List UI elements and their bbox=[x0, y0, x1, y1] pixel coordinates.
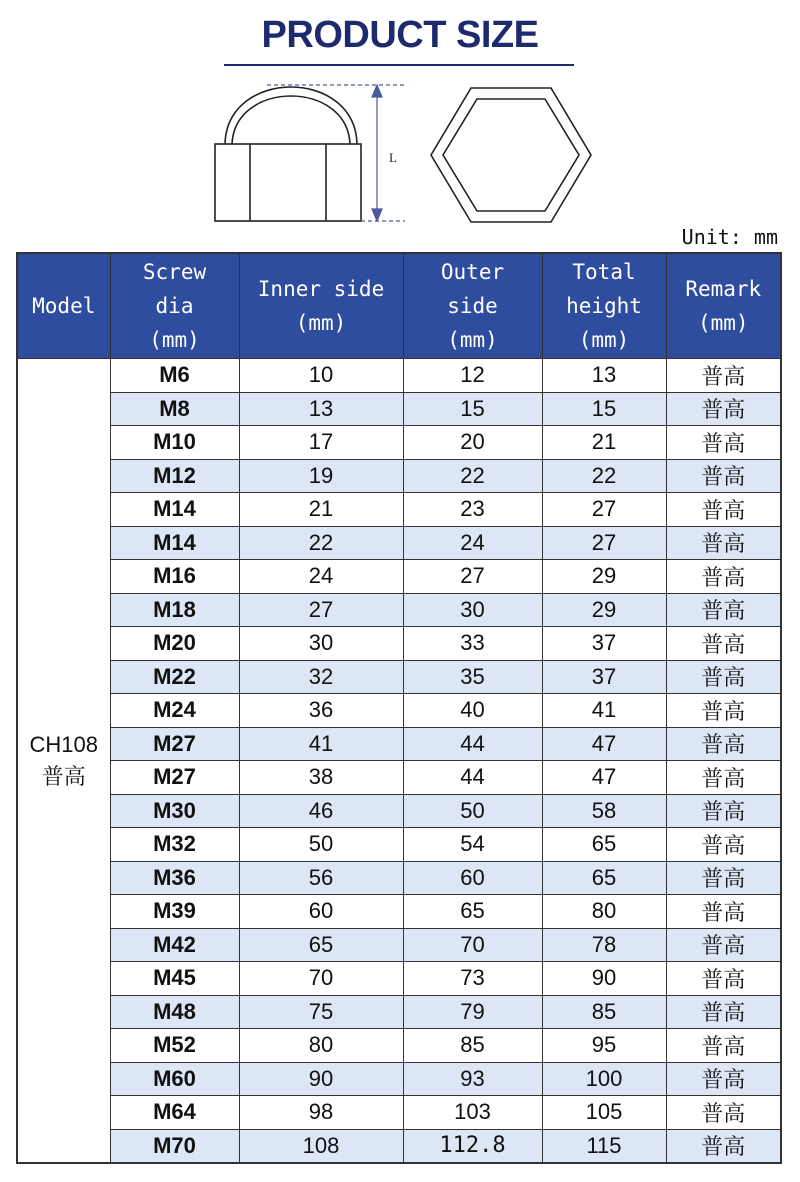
header-line: (mm) bbox=[697, 311, 749, 335]
dimension-label: L bbox=[389, 150, 397, 165]
cell-screw-dia: M39 bbox=[110, 895, 239, 929]
cell-total-height: 29 bbox=[542, 593, 666, 627]
cell-inner-side: 36 bbox=[239, 694, 403, 728]
table-row bbox=[17, 1062, 781, 1096]
cell-remark: 普高 bbox=[666, 694, 781, 728]
cell-inner-side: 10 bbox=[239, 359, 403, 393]
cell-screw-dia: M22 bbox=[110, 660, 239, 694]
header-outer-side bbox=[403, 253, 542, 359]
cell-outer-side: 27 bbox=[403, 560, 542, 594]
cell-inner-side: 70 bbox=[239, 962, 403, 996]
header-line: height bbox=[566, 294, 642, 318]
table-row bbox=[17, 392, 781, 426]
product-size-table bbox=[16, 252, 782, 1164]
table-row bbox=[17, 861, 781, 895]
cell-total-height: 47 bbox=[542, 761, 666, 795]
header-line: dia bbox=[155, 294, 194, 318]
cell-outer-side: 103 bbox=[403, 1096, 542, 1130]
cell-outer-side: 112.8 bbox=[403, 1129, 542, 1163]
cell-inner-side: 50 bbox=[239, 828, 403, 862]
cell-remark: 普高 bbox=[666, 359, 781, 393]
cell-total-height: 105 bbox=[542, 1096, 666, 1130]
header-line: Model bbox=[32, 294, 96, 318]
cell-inner-side: 17 bbox=[239, 426, 403, 460]
table-row bbox=[17, 794, 781, 828]
cell-screw-dia: M45 bbox=[110, 962, 239, 996]
cell-remark: 普高 bbox=[666, 493, 781, 527]
header-line: (mm) bbox=[578, 328, 630, 352]
cell-inner-side: 22 bbox=[239, 526, 403, 560]
cap-side-view bbox=[215, 87, 361, 221]
cell-outer-side: 22 bbox=[403, 459, 542, 493]
cell-remark: 普高 bbox=[666, 794, 781, 828]
cell-remark: 普高 bbox=[666, 526, 781, 560]
header-line: Remark bbox=[685, 277, 762, 301]
cell-outer-side: 40 bbox=[403, 694, 542, 728]
header-line: (mm) bbox=[447, 328, 498, 352]
cell-total-height: 22 bbox=[542, 459, 666, 493]
page-title: PRODUCT SIZE bbox=[261, 14, 539, 56]
table-row bbox=[17, 560, 781, 594]
cell-total-height: 27 bbox=[542, 526, 666, 560]
header-screw-dia bbox=[110, 253, 239, 359]
table-row bbox=[17, 828, 781, 862]
model-line: 普高 bbox=[41, 763, 86, 789]
cell-screw-dia: M30 bbox=[110, 794, 239, 828]
header-line: Screw bbox=[142, 260, 207, 284]
cell-remark: 普高 bbox=[666, 1062, 781, 1096]
cell-inner-side: 56 bbox=[239, 861, 403, 895]
cell-remark: 普高 bbox=[666, 995, 781, 1029]
cell-screw-dia: M70 bbox=[110, 1129, 239, 1163]
cell-outer-side: 20 bbox=[403, 426, 542, 460]
cell-outer-side: 24 bbox=[403, 526, 542, 560]
table-row bbox=[17, 526, 781, 560]
cell-total-height: 115 bbox=[542, 1129, 666, 1163]
cell-remark: 普高 bbox=[666, 895, 781, 929]
cell-outer-side: 30 bbox=[403, 593, 542, 627]
cell-screw-dia: M36 bbox=[110, 861, 239, 895]
unit-label: Unit: mm bbox=[681, 225, 778, 249]
cell-screw-dia: M6 bbox=[110, 359, 239, 393]
cell-remark: 普高 bbox=[666, 660, 781, 694]
cell-outer-side: 70 bbox=[403, 928, 542, 962]
table-row bbox=[17, 995, 781, 1029]
header-line: Outer bbox=[440, 260, 505, 284]
cell-total-height: 21 bbox=[542, 426, 666, 460]
table-row bbox=[17, 928, 781, 962]
cell-screw-dia: M42 bbox=[110, 928, 239, 962]
cell-inner-side: 30 bbox=[239, 627, 403, 661]
cell-total-height: 13 bbox=[542, 359, 666, 393]
cell-outer-side: 79 bbox=[403, 995, 542, 1029]
cap-dome-inner bbox=[232, 96, 350, 144]
cell-inner-side: 21 bbox=[239, 493, 403, 527]
header-total-height bbox=[542, 253, 666, 359]
cell-remark: 普高 bbox=[666, 593, 781, 627]
cell-total-height: 80 bbox=[542, 895, 666, 929]
cell-outer-side: 54 bbox=[403, 828, 542, 862]
cell-inner-side: 75 bbox=[239, 995, 403, 1029]
title-underline bbox=[224, 64, 574, 66]
cell-inner-side: 108 bbox=[239, 1129, 403, 1163]
cell-inner-side: 19 bbox=[239, 459, 403, 493]
cell-inner-side: 98 bbox=[239, 1096, 403, 1130]
cell-inner-side: 65 bbox=[239, 928, 403, 962]
cell-total-height: 37 bbox=[542, 627, 666, 661]
table-row bbox=[17, 1096, 781, 1130]
cell-inner-side: 13 bbox=[239, 392, 403, 426]
dimension-marker bbox=[267, 85, 405, 221]
cell-total-height: 65 bbox=[542, 828, 666, 862]
hex-outer bbox=[431, 88, 591, 222]
cell-total-height: 100 bbox=[542, 1062, 666, 1096]
cell-remark: 普高 bbox=[666, 1096, 781, 1130]
table-row bbox=[17, 493, 781, 527]
header-line: side bbox=[447, 294, 498, 318]
cell-total-height: 58 bbox=[542, 794, 666, 828]
cell-screw-dia: M60 bbox=[110, 1062, 239, 1096]
cell-total-height: 85 bbox=[542, 995, 666, 1029]
dimension-arrow-top bbox=[372, 85, 382, 97]
cell-inner-side: 24 bbox=[239, 560, 403, 594]
table-row bbox=[17, 660, 781, 694]
cell-screw-dia: M27 bbox=[110, 761, 239, 795]
cell-total-height: 78 bbox=[542, 928, 666, 962]
cell-inner-side: 80 bbox=[239, 1029, 403, 1063]
cell-outer-side: 50 bbox=[403, 794, 542, 828]
header-line: (mm) bbox=[149, 328, 200, 352]
cell-total-height: 27 bbox=[542, 493, 666, 527]
cell-total-height: 15 bbox=[542, 392, 666, 426]
cell-outer-side: 15 bbox=[403, 392, 542, 426]
cell-screw-dia: M24 bbox=[110, 694, 239, 728]
cell-remark: 普高 bbox=[666, 727, 781, 761]
table-row bbox=[17, 1129, 781, 1163]
table-row bbox=[17, 1029, 781, 1063]
header-inner-side bbox=[239, 253, 403, 359]
cell-remark: 普高 bbox=[666, 627, 781, 661]
cell-total-height: 95 bbox=[542, 1029, 666, 1063]
cell-screw-dia: M16 bbox=[110, 560, 239, 594]
cell-total-height: 47 bbox=[542, 727, 666, 761]
cell-screw-dia: M12 bbox=[110, 459, 239, 493]
model-line: CH108 bbox=[29, 731, 98, 757]
cell-outer-side: 60 bbox=[403, 861, 542, 895]
cell-outer-side: 44 bbox=[403, 727, 542, 761]
cell-total-height: 90 bbox=[542, 962, 666, 996]
cell-inner-side: 60 bbox=[239, 895, 403, 929]
table-row bbox=[17, 627, 781, 661]
cell-remark: 普高 bbox=[666, 962, 781, 996]
cell-screw-dia: M52 bbox=[110, 1029, 239, 1063]
cell-screw-dia: M32 bbox=[110, 828, 239, 862]
cell-outer-side: 23 bbox=[403, 493, 542, 527]
cell-remark: 普高 bbox=[666, 426, 781, 460]
cell-screw-dia: M27 bbox=[110, 727, 239, 761]
cell-remark: 普高 bbox=[666, 459, 781, 493]
cell-remark: 普高 bbox=[666, 761, 781, 795]
header-line: Inner side bbox=[257, 277, 385, 301]
header-remark bbox=[666, 253, 781, 359]
cell-outer-side: 33 bbox=[403, 627, 542, 661]
cell-screw-dia: M20 bbox=[110, 627, 239, 661]
cell-inner-side: 27 bbox=[239, 593, 403, 627]
table-row bbox=[17, 694, 781, 728]
table-row bbox=[17, 895, 781, 929]
cell-screw-dia: M8 bbox=[110, 392, 239, 426]
table-row bbox=[17, 359, 781, 393]
table-row bbox=[17, 426, 781, 460]
hex-inner bbox=[443, 99, 579, 211]
table-row bbox=[17, 459, 781, 493]
cell-total-height: 41 bbox=[542, 694, 666, 728]
cell-remark: 普高 bbox=[666, 861, 781, 895]
cell-screw-dia: M48 bbox=[110, 995, 239, 1029]
cell-screw-dia: M14 bbox=[110, 526, 239, 560]
cell-outer-side: 93 bbox=[403, 1062, 542, 1096]
cell-outer-side: 73 bbox=[403, 962, 542, 996]
header-line: Total bbox=[572, 260, 636, 284]
cell-screw-dia: M64 bbox=[110, 1096, 239, 1130]
cell-remark: 普高 bbox=[666, 928, 781, 962]
cell-total-height: 65 bbox=[542, 861, 666, 895]
cell-inner-side: 90 bbox=[239, 1062, 403, 1096]
table-row bbox=[17, 761, 781, 795]
table-row bbox=[17, 593, 781, 627]
cell-inner-side: 38 bbox=[239, 761, 403, 795]
cell-outer-side: 85 bbox=[403, 1029, 542, 1063]
cell-remark: 普高 bbox=[666, 560, 781, 594]
cell-outer-side: 12 bbox=[403, 359, 542, 393]
cell-screw-dia: M10 bbox=[110, 426, 239, 460]
table-row bbox=[17, 727, 781, 761]
cell-remark: 普高 bbox=[666, 828, 781, 862]
cell-remark: 普高 bbox=[666, 392, 781, 426]
cell-outer-side: 65 bbox=[403, 895, 542, 929]
cell-model bbox=[17, 359, 110, 1164]
cell-screw-dia: M18 bbox=[110, 593, 239, 627]
cell-inner-side: 32 bbox=[239, 660, 403, 694]
header-line: (mm) bbox=[295, 311, 347, 335]
product-drawing bbox=[205, 78, 605, 228]
table-header-row bbox=[17, 253, 781, 359]
table-row bbox=[17, 962, 781, 996]
cell-total-height: 37 bbox=[542, 660, 666, 694]
cell-outer-side: 44 bbox=[403, 761, 542, 795]
cell-remark: 普高 bbox=[666, 1029, 781, 1063]
cell-total-height: 29 bbox=[542, 560, 666, 594]
cell-inner-side: 41 bbox=[239, 727, 403, 761]
hex-top-view bbox=[431, 88, 591, 222]
cell-inner-side: 46 bbox=[239, 794, 403, 828]
cell-outer-side: 35 bbox=[403, 660, 542, 694]
header-model bbox=[17, 253, 110, 359]
cap-body bbox=[215, 144, 361, 221]
cell-remark: 普高 bbox=[666, 1129, 781, 1163]
dimension-arrow-bottom bbox=[372, 209, 382, 221]
cell-screw-dia: M14 bbox=[110, 493, 239, 527]
